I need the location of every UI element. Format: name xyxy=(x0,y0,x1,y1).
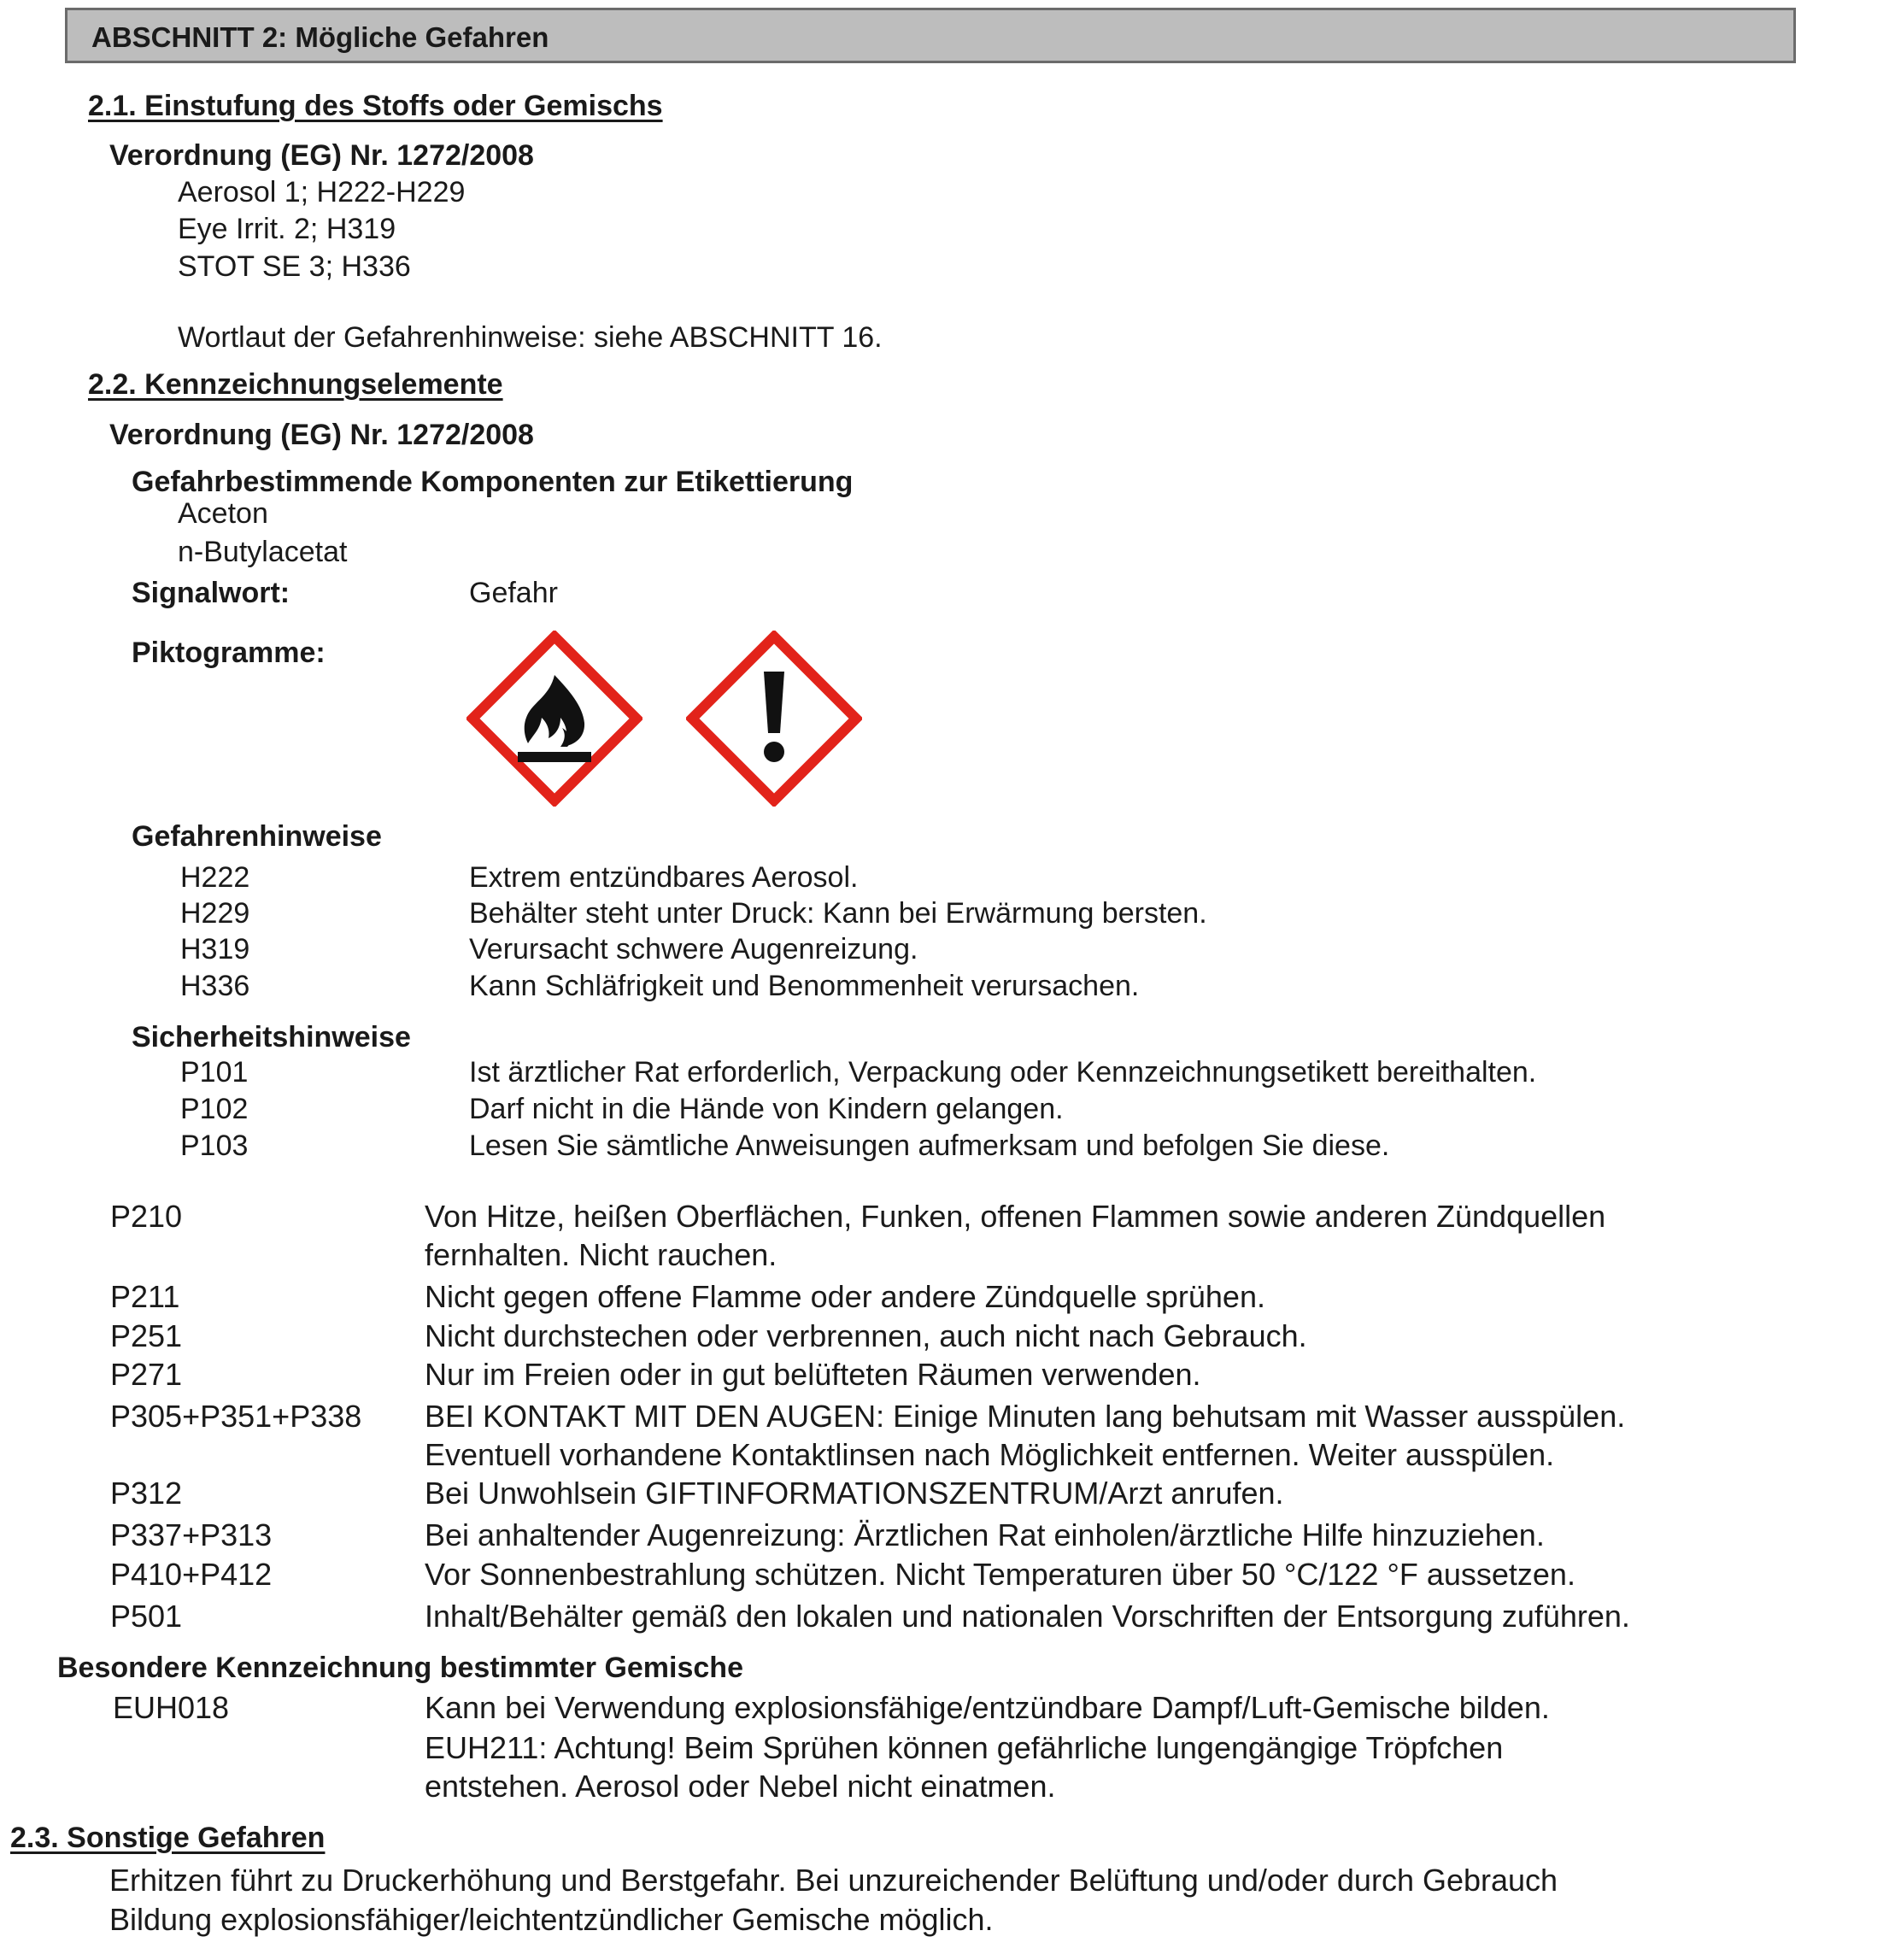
p-statement-code: P410+P412 xyxy=(110,1557,273,1592)
hazard-statements-label: Gefahrenhinweise xyxy=(132,820,382,853)
p-statement-code: P312 xyxy=(110,1476,183,1511)
classification-item: STOT SE 3; H336 xyxy=(178,250,411,283)
precaution-code: P103 xyxy=(180,1130,249,1162)
p-statement-code: P501 xyxy=(110,1599,183,1634)
p-statement-code: P305+P351+P338 xyxy=(110,1399,362,1434)
components-label: Gefahrbestimmende Komponenten zur Etikettierung xyxy=(132,466,854,498)
section-header xyxy=(65,8,1796,63)
p-statement-code: P210 xyxy=(110,1199,183,1234)
wording-note: Wortlaut der Gefahrenhinweise: siehe ABSCHNITT 16. xyxy=(178,321,883,354)
p-statement-text: Vor Sonnenbestrahlung schützen. Nicht Temperaturen über 50 °C/122 °F aussetzen. xyxy=(425,1557,1575,1592)
signal-word-value: Gefahr xyxy=(469,577,558,609)
p-statement-text: Bei Unwohlsein GIFTINFORMATIONSZENTRUM/Arzt anrufen. xyxy=(425,1476,1284,1511)
hazard-text: Extrem entzündbares Aerosol. xyxy=(469,861,859,894)
flame-pictogram-icon xyxy=(466,631,642,807)
classification-item: Aerosol 1; H222-H229 xyxy=(178,176,466,208)
p-statement-text: Bei anhaltender Augenreizung: Ärztlichen Rat einholen/ärztliche Hilfe hinzuziehen. xyxy=(425,1517,1545,1552)
regulation-2-1: Verordnung (EG) Nr. 1272/2008 xyxy=(109,139,534,172)
hazard-code: H336 xyxy=(180,970,250,1002)
p-statement-text: Von Hitze, heißen Oberflächen, Funken, offenen Flammen sowie anderen Zündquellen xyxy=(425,1199,1606,1234)
p-statement-text: Inhalt/Behälter gemäß den lokalen und nationalen Vorschriften der Entsorgung zuführen. xyxy=(425,1599,1630,1634)
p-statement-code: P211 xyxy=(110,1279,180,1314)
precaution-text: Lesen Sie sämtliche Anweisungen aufmerksam und befolgen Sie diese. xyxy=(469,1130,1390,1162)
pictograms-label: Piktogramme: xyxy=(132,637,326,669)
section-title: ABSCHNITT 2: Mögliche Gefahren xyxy=(91,21,549,53)
hazard-text: Behälter steht unter Druck: Kann bei Erwärmung bersten. xyxy=(469,897,1207,930)
other-hazards-text: Erhitzen führt zu Druckerhöhung und Berstgefahr. Bei unzureichender Belüftung und/oder durch Gebrauch xyxy=(109,1863,1558,1898)
p-statement-code: P271 xyxy=(110,1357,183,1392)
other-hazards-text: Bildung explosionsfähiger/leichtentzündlicher Gemische möglich. xyxy=(109,1902,994,1937)
precaution-text: Ist ärztlicher Rat erforderlich, Verpackung oder Kennzeichnungsetikett bereithalten. xyxy=(469,1056,1537,1089)
hazard-code: H222 xyxy=(180,861,250,894)
hazard-code: H319 xyxy=(180,933,250,965)
p-statement-text: Nur im Freien oder in gut belüfteten Räumen verwenden. xyxy=(425,1357,1201,1392)
classification-item: Eye Irrit. 2; H319 xyxy=(178,213,396,245)
precaution-code: P101 xyxy=(180,1056,249,1089)
exclamation-pictogram-icon xyxy=(686,631,862,807)
p-statement-code: P337+P313 xyxy=(110,1517,273,1552)
special-text: entstehen. Aerosol oder Nebel nicht einatmen. xyxy=(425,1769,1056,1804)
precautionary-statements-label: Sicherheitshinweise xyxy=(132,1021,411,1053)
p-statement-text: BEI KONTAKT MIT DEN AUGEN: Einige Minuten lang behutsam mit Wasser ausspülen. xyxy=(425,1399,1626,1434)
heading-2-3: 2.3. Sonstige Gefahren xyxy=(10,1822,326,1854)
special-code: EUH018 xyxy=(113,1690,230,1725)
special-text: Kann bei Verwendung explosionsfähige/entzündbare Dampf/Luft-Gemische bilden. xyxy=(425,1690,1550,1725)
special-text: EUH211: Achtung! Beim Sprühen können gefährliche lungengängige Tröpfchen xyxy=(425,1730,1504,1765)
p-statement-text: Nicht gegen offene Flamme oder andere Zündquelle sprühen. xyxy=(425,1279,1265,1314)
precaution-text: Darf nicht in die Hände von Kindern gelangen. xyxy=(469,1093,1064,1125)
precaution-code: P102 xyxy=(180,1093,249,1125)
hazard-code: H229 xyxy=(180,897,250,930)
special-labeling-label: Besondere Kennzeichnung bestimmter Gemische xyxy=(57,1652,743,1684)
p-statement-text: Eventuell vorhandene Kontaktlinsen nach Möglichkeit entfernen. Weiter ausspülen. xyxy=(425,1437,1555,1472)
signal-word-label: Signalwort: xyxy=(132,577,290,609)
component-item: Aceton xyxy=(178,497,268,530)
p-statement-code: P251 xyxy=(110,1318,183,1353)
p-statement-text: fernhalten. Nicht rauchen. xyxy=(425,1237,777,1272)
heading-2-1: 2.1. Einstufung des Stoffs oder Gemischs xyxy=(88,90,663,122)
regulation-2-2: Verordnung (EG) Nr. 1272/2008 xyxy=(109,419,534,451)
hazard-text: Kann Schläfrigkeit und Benommenheit verursachen. xyxy=(469,970,1140,1002)
component-item: n-Butylacetat xyxy=(178,536,348,568)
hazard-text: Verursacht schwere Augenreizung. xyxy=(469,933,918,965)
heading-2-2: 2.2. Kennzeichnungselemente xyxy=(88,368,503,401)
p-statement-text: Nicht durchstechen oder verbrennen, auch nicht nach Gebrauch. xyxy=(425,1318,1307,1353)
